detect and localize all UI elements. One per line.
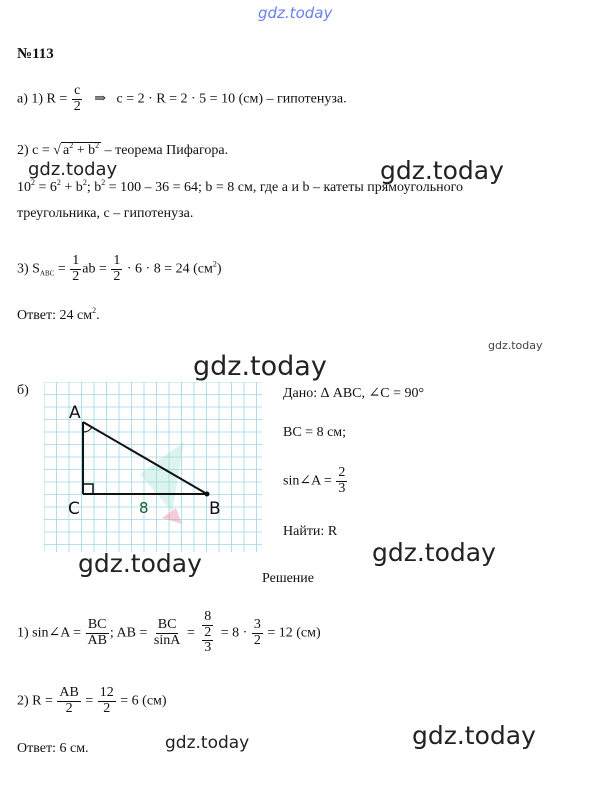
- watermark: gdz.today: [78, 549, 202, 578]
- watermark: gdz.today: [193, 351, 327, 382]
- part-b-label: б): [17, 383, 29, 398]
- given: Дано: ∆ ABC, ∠C = 90°: [283, 386, 425, 401]
- label-b: B: [209, 499, 221, 519]
- angle-a-mark: [83, 427, 92, 432]
- watermark: gdz.today: [412, 721, 536, 750]
- part-a-line3: $10^2 = 6^2 + b^2$; $b^2 = 100 - 36 = 64$; b = 8 см, где a и b – катеты прямоугольного: [17, 178, 463, 195]
- part-a-answer: Ответ: 24 $см^2$.: [17, 306, 100, 323]
- watermark: gdz.today: [380, 156, 504, 185]
- watermark-top: gdz.today: [258, 4, 333, 22]
- part-a-area: 3) $S_{ABC}$ = $\frac{1}{2}$ ab = $\frac{1}{2}$ · 6 · 8 = 24 $(см^2)$: [17, 253, 222, 284]
- solution-step1: 1) sin∠A = $\frac{BC}{AB}$ ; AB = $\frac{BC}{\sin A}$ = $\frac{8}{\frac{2}{3}}$ = 8 · $\frac{3}{2}$ = 12 (см): [17, 609, 321, 656]
- watermark: gdz.today: [28, 159, 118, 180]
- part-a-line2: 2) c = √ $a^2 + b^2$ – теорема Пифагора.: [17, 141, 229, 158]
- given-bc: BC = 8 см;: [283, 425, 347, 440]
- watermark: gdz.today: [165, 733, 250, 753]
- find-r: Найти: R: [283, 524, 338, 539]
- watermark: gdz.today: [372, 538, 496, 567]
- triangle-figure: [44, 382, 262, 552]
- given-sin: sin∠A = $\frac{2}{3}$: [283, 465, 346, 496]
- solution-step2: 2) R = $\frac{AB}{2}$ = $\frac{12}{2}$ = 6 (см): [17, 685, 167, 716]
- part-b-answer: Ответ: 6 см.: [17, 741, 89, 756]
- label-c: C: [68, 499, 80, 519]
- part-a-line4: треугольника, с – гипотенуза.: [17, 206, 194, 221]
- part-a-line1: а) 1) R = $\frac{c}{2}$ ⇒ c = 2 · R = 2 · 5 = 10 (см) – гипотенуза.: [17, 83, 347, 114]
- label-a: A: [69, 403, 81, 423]
- solution-heading: Решение: [262, 571, 315, 586]
- watermark: gdz.today: [488, 339, 543, 352]
- side-ab: [83, 422, 207, 494]
- right-angle-mark: [83, 484, 93, 494]
- vertex-b: [205, 492, 210, 497]
- label-bc-length: 8: [139, 499, 149, 517]
- problem-number: №113: [17, 46, 54, 62]
